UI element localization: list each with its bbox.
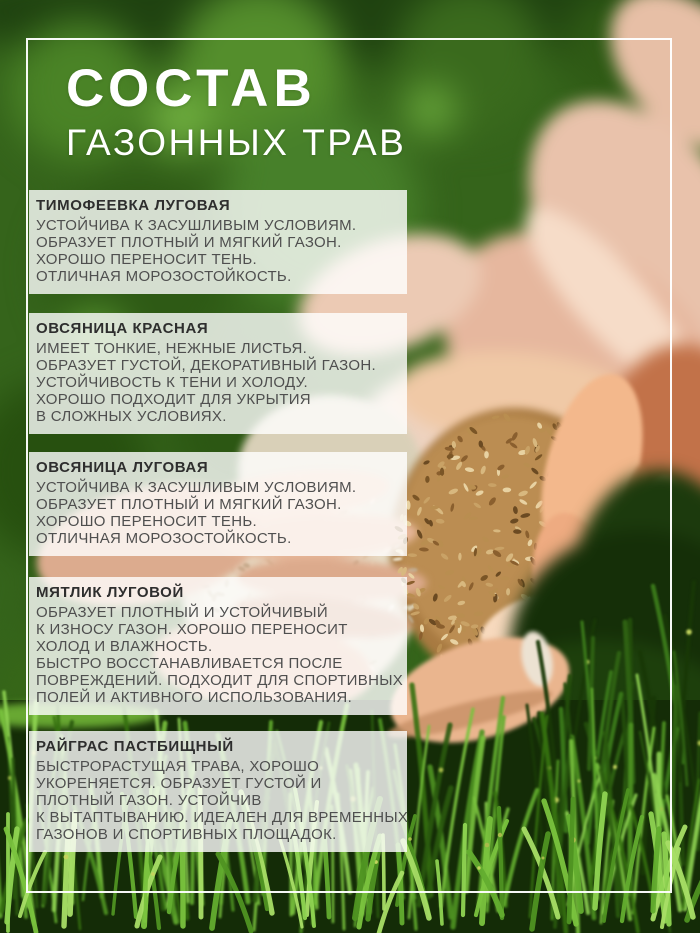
grass-section-2 — [29, 313, 407, 434]
grass-description-line: ХОРОШО ПОДХОДИТ ДЛЯ УКРЫТИЯ — [36, 391, 311, 408]
grass-name: РАЙГРАС ПАСТБИЩНЫЙ — [36, 738, 234, 755]
poster-title: СОСТАВ — [66, 59, 317, 118]
grass-description-line: ОТЛИЧНАЯ МОРОЗОСТОЙКОСТЬ. — [36, 268, 292, 285]
grass-description-line: ОТЛИЧНАЯ МОРОЗОСТОЙКОСТЬ. — [36, 530, 292, 547]
grass-section-3 — [29, 452, 407, 556]
grass-description-line: УСТОЙЧИВА К ЗАСУШЛИВЫМ УСЛОВИЯМ. — [36, 479, 357, 496]
grass-description-line: ПЛОТНЫЙ ГАЗОН. УСТОЙЧИВ — [36, 792, 262, 809]
grass-description-line: ХОЛОД И ВЛАЖНОСТЬ. — [36, 638, 213, 655]
grass-description-line: ОБРАЗУЕТ ПЛОТНЫЙ И МЯГКИЙ ГАЗОН. — [36, 234, 342, 251]
grass-description-line: ОБРАЗУЕТ ГУСТОЙ, ДЕКОРАТИВНЫЙ ГАЗОН. — [36, 357, 376, 374]
grass-description-line: К ИЗНОСУ ГАЗОН. ХОРОШО ПЕРЕНОСИТ — [36, 621, 348, 638]
grass-name: ОВСЯНИЦА ЛУГОВАЯ — [36, 459, 209, 476]
grass-description-line: ОБРАЗУЕТ ПЛОТНЫЙ И МЯГКИЙ ГАЗОН. — [36, 496, 342, 513]
grass-section-5 — [29, 731, 407, 852]
grass-description-line: ХОРОШО ПЕРЕНОСИТ ТЕНЬ. — [36, 513, 257, 530]
grass-description-line: УКОРЕНЯЕТСЯ. ОБРАЗУЕТ ГУСТОЙ И — [36, 775, 322, 792]
grass-description-line: УСТОЙЧИВОСТЬ К ТЕНИ И ХОЛОДУ. — [36, 374, 308, 391]
grass-name: ОВСЯНИЦА КРАСНАЯ — [36, 320, 209, 337]
grass-name: МЯТЛИК ЛУГОВОЙ — [36, 584, 184, 601]
grass-description-line: БЫСТРО ВОССТАНАВЛИВАЕТСЯ ПОСЛЕ — [36, 655, 343, 672]
grass-description-line: ГАЗОНОВ И СПОРТИВНЫХ ПЛОЩАДОК. — [36, 826, 337, 843]
grass-section-1 — [29, 190, 407, 294]
grass-description-line: УСТОЙЧИВА К ЗАСУШЛИВЫМ УСЛОВИЯМ. — [36, 217, 357, 234]
grass-description-line: ОБРАЗУЕТ ПЛОТНЫЙ И УСТОЙЧИВЫЙ — [36, 604, 328, 621]
grass-description-line: ПОЛЕЙ И АКТИВНОГО ИСПОЛЬЗОВАНИЯ. — [36, 689, 353, 706]
grass-section-4 — [29, 577, 407, 715]
grass-description-line: К ВЫТАПТЫВАНИЮ. ИДЕАЛЕН ДЛЯ ВРЕМЕННЫХ — [36, 809, 409, 826]
title-block — [66, 59, 407, 163]
grass-description-line: ПОВРЕЖДЕНИЙ. ПОДХОДИТ ДЛЯ СПОРТИВНЫХ — [36, 672, 404, 689]
poster-subtitle: ГАЗОННЫХ ТРАВ — [66, 122, 407, 163]
grass-description-line: В СЛОЖНЫХ УСЛОВИЯХ. — [36, 408, 227, 425]
grass-description-line: ХОРОШО ПЕРЕНОСИТ ТЕНЬ. — [36, 251, 257, 268]
grass-description-line: БЫСТРОРАСТУЩАЯ ТРАВА, ХОРОШО — [36, 758, 320, 775]
grass-description-line: ИМЕЕТ ТОНКИЕ, НЕЖНЫЕ ЛИСТЬЯ. — [36, 340, 308, 357]
grass-name: ТИМОФЕЕВКА ЛУГОВАЯ — [36, 197, 231, 214]
